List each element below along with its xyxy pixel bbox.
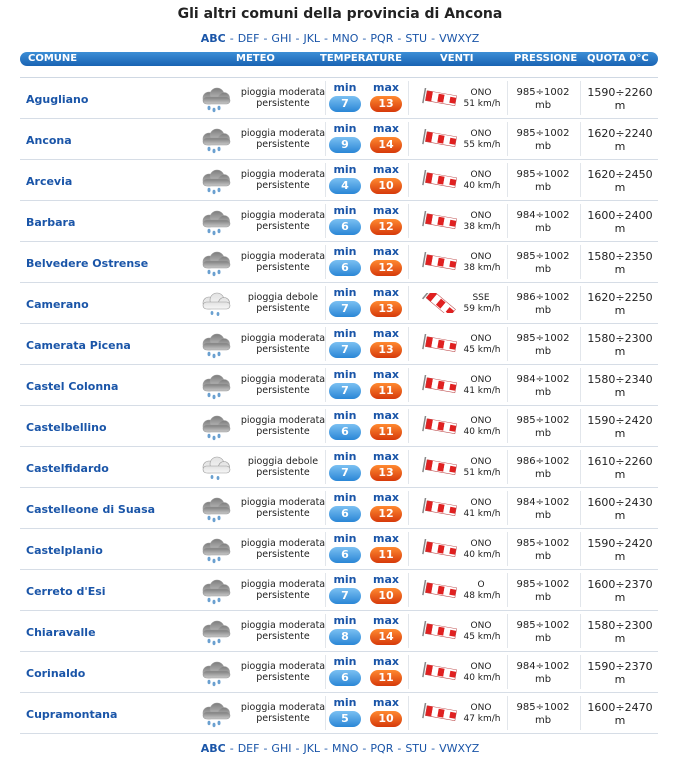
alphabet-link-def-top[interactable]: DEF [237, 32, 260, 45]
header-meteo: METEO [236, 53, 275, 64]
column-divider [580, 81, 581, 115]
min-temperature: 4 [329, 178, 361, 194]
wind-direction: O [477, 580, 485, 590]
alphabet-link-pqr-top[interactable]: PQR [370, 32, 394, 45]
weather-description: pioggia moderata persistente [240, 87, 326, 109]
table-row [20, 406, 658, 447]
alphabet-separator: - [229, 742, 234, 755]
column-divider [408, 327, 409, 361]
alphabet-link-mno-bottom[interactable]: MNO [332, 742, 359, 755]
light-rain-cloud-icon [196, 456, 236, 482]
max-label: max [373, 409, 399, 422]
weather-description: pioggia moderata persistente [240, 251, 326, 273]
pressure: 985÷1002 mb [516, 620, 570, 644]
min-temperature: 9 [329, 137, 361, 153]
min-label: min [333, 614, 357, 627]
column-divider [325, 614, 326, 648]
column-divider [408, 163, 409, 197]
wind-direction: ONO [470, 170, 492, 180]
wind-direction: ONO [470, 252, 492, 262]
weather-description: pioggia moderata persistente [240, 128, 326, 150]
freezing-level: 1600÷2370 m [587, 578, 653, 604]
light-rain-cloud-icon [196, 292, 236, 318]
min-label: min [333, 122, 357, 135]
windsock-icon [420, 88, 458, 108]
freezing-level: 1600÷2430 m [587, 496, 653, 522]
pressure: 985÷1002 mb [516, 702, 570, 726]
weather-description: pioggia moderata persistente [240, 538, 326, 560]
freezing-level: 1600÷2470 m [587, 701, 653, 727]
max-temperature: 13 [370, 96, 402, 112]
alphabet-separator: - [263, 32, 268, 45]
pressure: 985÷1002 mb [516, 538, 570, 562]
weather-description: pioggia moderata persistente [240, 374, 326, 396]
rain-cloud-icon [196, 210, 236, 236]
pressure: 984÷1002 mb [516, 374, 570, 398]
max-label: max [373, 614, 399, 627]
alphabet-link-ghi-top[interactable]: GHI [271, 32, 292, 45]
pressure: 984÷1002 mb [516, 210, 570, 234]
min-label: min [333, 286, 357, 299]
wind-direction: ONO [470, 703, 492, 713]
alphabet-link-def-bottom[interactable]: DEF [237, 742, 260, 755]
min-label: min [333, 245, 357, 258]
column-divider [408, 409, 409, 443]
rain-cloud-icon [196, 620, 236, 646]
table-row [20, 201, 658, 242]
wind-speed: 55 km/h [463, 140, 501, 150]
column-divider [408, 204, 409, 238]
max-temperature: 12 [370, 506, 402, 522]
alphabet-separator: - [295, 32, 300, 45]
table-row [20, 529, 658, 570]
min-temperature: 6 [329, 260, 361, 276]
max-temperature: 12 [370, 260, 402, 276]
city-link[interactable]: Castel Colonna [26, 380, 119, 393]
column-divider [580, 327, 581, 361]
column-divider [325, 532, 326, 566]
column-divider [580, 163, 581, 197]
freezing-level: 1610÷2260 m [587, 455, 653, 481]
min-label: min [333, 532, 357, 545]
pressure: 985÷1002 mb [516, 415, 570, 439]
wind-direction: ONO [470, 129, 492, 139]
wind-direction: ONO [470, 416, 492, 426]
windsock-icon [420, 252, 458, 272]
max-label: max [373, 204, 399, 217]
freezing-level: 1620÷2450 m [587, 168, 653, 194]
rain-cloud-icon [196, 538, 236, 564]
rain-cloud-icon [196, 169, 236, 195]
wind-speed: 45 km/h [463, 345, 501, 355]
windsock-icon [420, 375, 458, 395]
city-link[interactable]: Camerano [26, 298, 89, 311]
column-divider [580, 655, 581, 689]
column-divider [325, 409, 326, 443]
wind-speed: 40 km/h [463, 673, 501, 683]
page-title: Gli altri comuni della provincia di Ancona [177, 6, 503, 22]
city-link[interactable]: Agugliano [26, 93, 89, 106]
pressure: 984÷1002 mb [516, 661, 570, 685]
column-divider [325, 204, 326, 238]
max-temperature: 10 [370, 588, 402, 604]
wind-speed: 40 km/h [463, 181, 501, 191]
min-temperature: 7 [329, 96, 361, 112]
max-label: max [373, 122, 399, 135]
alphabet-separator: - [431, 32, 436, 45]
wind-speed: 38 km/h [463, 222, 501, 232]
city-link[interactable]: Castelplanio [26, 544, 103, 557]
table-row [20, 119, 658, 160]
column-divider [580, 696, 581, 730]
city-link[interactable]: Castelleone di Suasa [26, 503, 156, 516]
max-label: max [373, 573, 399, 586]
windsock-icon [420, 621, 458, 641]
pressure: 986÷1002 mb [516, 456, 570, 480]
max-temperature: 13 [370, 301, 402, 317]
freezing-level: 1620÷2250 m [587, 291, 653, 317]
alphabet-separator: - [431, 742, 436, 755]
rain-cloud-icon [196, 374, 236, 400]
max-label: max [373, 368, 399, 381]
min-temperature: 7 [329, 588, 361, 604]
min-temperature: 5 [329, 711, 361, 727]
alphabet-separator: - [362, 742, 367, 755]
column-divider [325, 655, 326, 689]
windsock-icon [420, 580, 458, 600]
alphabet-nav-bottom [0, 742, 680, 755]
wind-direction: ONO [470, 334, 492, 344]
wind-direction: ONO [470, 88, 492, 98]
max-label: max [373, 491, 399, 504]
column-divider [580, 286, 581, 320]
rain-cloud-icon [196, 333, 236, 359]
column-divider [408, 368, 409, 402]
wind-speed: 51 km/h [463, 99, 501, 109]
max-label: max [373, 286, 399, 299]
freezing-level: 1590÷2370 m [587, 660, 653, 686]
weather-description: pioggia moderata persistente [240, 333, 326, 355]
weather-description: pioggia moderata persistente [240, 415, 326, 437]
column-divider [408, 491, 409, 525]
header-pressione: PRESSIONE [514, 53, 578, 64]
weather-description: pioggia moderata persistente [240, 497, 326, 519]
min-label: min [333, 368, 357, 381]
column-divider [325, 368, 326, 402]
rain-cloud-icon [196, 702, 236, 728]
city-link[interactable]: Castelbellino [26, 421, 107, 434]
weather-description: pioggia moderata persistente [240, 620, 326, 642]
pressure: 985÷1002 mb [516, 333, 570, 357]
alphabet-link-abc-bottom[interactable]: ABC [200, 742, 226, 755]
table-row [20, 283, 658, 324]
windsock-icon [420, 498, 458, 518]
max-temperature: 11 [370, 424, 402, 440]
city-link[interactable]: Arcevia [26, 175, 73, 188]
column-divider [408, 532, 409, 566]
min-label: min [333, 81, 357, 94]
column-divider [408, 81, 409, 115]
freezing-level: 1590÷2420 m [587, 537, 653, 563]
max-temperature: 13 [370, 465, 402, 481]
column-divider [580, 491, 581, 525]
min-label: min [333, 655, 357, 668]
column-divider [325, 245, 326, 279]
max-temperature: 11 [370, 383, 402, 399]
rain-cloud-icon [196, 579, 236, 605]
column-divider [408, 245, 409, 279]
pressure: 984÷1002 mb [516, 497, 570, 521]
table-row [20, 652, 658, 693]
column-divider [580, 368, 581, 402]
alphabet-separator: - [324, 32, 329, 45]
rain-cloud-icon [196, 497, 236, 523]
min-temperature: 7 [329, 383, 361, 399]
max-temperature: 10 [370, 178, 402, 194]
table-row [20, 242, 658, 283]
windsock-icon [420, 293, 458, 313]
freezing-level: 1580÷2340 m [587, 373, 653, 399]
table-row [20, 611, 658, 652]
column-divider [408, 286, 409, 320]
wind-direction: SSE [472, 293, 490, 303]
table-row [20, 570, 658, 611]
alphabet-separator: - [229, 32, 234, 45]
column-divider [580, 532, 581, 566]
min-temperature: 6 [329, 219, 361, 235]
alphabet-link-stu-bottom[interactable]: STU [405, 742, 428, 755]
city-link[interactable]: Cupramontana [26, 708, 118, 721]
city-link[interactable]: Camerata Picena [26, 339, 131, 352]
min-label: min [333, 450, 357, 463]
column-divider [408, 696, 409, 730]
column-divider [325, 286, 326, 320]
windsock-icon [420, 539, 458, 559]
alphabet-separator: - [362, 32, 367, 45]
max-label: max [373, 532, 399, 545]
table-row [20, 365, 658, 406]
weather-description: pioggia debole persistente [247, 292, 319, 314]
column-divider [580, 573, 581, 607]
wind-speed: 47 km/h [463, 714, 501, 724]
column-divider [580, 409, 581, 443]
table-row [20, 78, 658, 119]
max-label: max [373, 450, 399, 463]
alphabet-link-vwxyz-top[interactable]: VWXYZ [439, 32, 480, 45]
city-link[interactable]: Chiaravalle [26, 626, 96, 639]
table-row [20, 693, 658, 734]
min-label: min [333, 204, 357, 217]
alphabet-separator: - [397, 742, 402, 755]
wind-speed: 40 km/h [463, 427, 501, 437]
min-temperature: 7 [329, 342, 361, 358]
header-venti: VENTI [440, 53, 474, 64]
column-divider [325, 327, 326, 361]
alphabet-link-jkl-top[interactable]: JKL [303, 32, 321, 45]
max-temperature: 11 [370, 547, 402, 563]
pressure: 985÷1002 mb [516, 169, 570, 193]
alphabet-separator: - [397, 32, 402, 45]
column-divider [580, 450, 581, 484]
column-divider [408, 614, 409, 648]
min-temperature: 7 [329, 465, 361, 481]
freezing-level: 1590÷2420 m [587, 414, 653, 440]
column-divider [580, 122, 581, 156]
city-link[interactable]: Barbara [26, 216, 76, 229]
min-label: min [333, 573, 357, 586]
min-temperature: 8 [329, 629, 361, 645]
min-temperature: 6 [329, 506, 361, 522]
header-quota: QUOTA 0°C [587, 53, 649, 64]
column-divider [325, 491, 326, 525]
windsock-icon [420, 416, 458, 436]
wind-direction: ONO [470, 621, 492, 631]
forecast-table [20, 77, 658, 734]
freezing-level: 1600÷2400 m [587, 209, 653, 235]
pressure: 986÷1002 mb [516, 292, 570, 316]
wind-direction: ONO [470, 375, 492, 385]
pressure: 985÷1002 mb [516, 87, 570, 111]
alphabet-separator: - [324, 742, 329, 755]
alphabet-separator: - [263, 742, 268, 755]
alphabet-link-stu-top[interactable]: STU [405, 32, 428, 45]
windsock-icon [420, 129, 458, 149]
min-label: min [333, 163, 357, 176]
column-divider [408, 122, 409, 156]
min-label: min [333, 696, 357, 709]
max-temperature: 14 [370, 629, 402, 645]
min-temperature: 6 [329, 547, 361, 563]
min-label: min [333, 409, 357, 422]
alphabet-nav-top [0, 32, 680, 45]
table-row [20, 447, 658, 488]
column-divider [325, 450, 326, 484]
wind-speed: 48 km/h [463, 591, 501, 601]
freezing-level: 1580÷2300 m [587, 332, 653, 358]
city-link[interactable]: Castelfidardo [26, 462, 109, 475]
wind-speed: 59 km/h [463, 304, 501, 314]
pressure: 985÷1002 mb [516, 251, 570, 275]
windsock-icon [420, 457, 458, 477]
column-divider [580, 204, 581, 238]
city-link[interactable]: Corinaldo [26, 667, 86, 680]
wind-direction: ONO [470, 498, 492, 508]
weather-description: pioggia moderata persistente [240, 579, 326, 601]
min-label: min [333, 327, 357, 340]
rain-cloud-icon [196, 251, 236, 277]
rain-cloud-icon [196, 661, 236, 687]
alphabet-link-ghi-bottom[interactable]: GHI [271, 742, 292, 755]
rain-cloud-icon [196, 415, 236, 441]
alphabet-link-vwxyz-bottom[interactable]: VWXYZ [439, 742, 480, 755]
max-temperature: 11 [370, 670, 402, 686]
pressure: 985÷1002 mb [516, 128, 570, 152]
wind-speed: 41 km/h [463, 509, 501, 519]
table-row [20, 324, 658, 365]
table-header [20, 52, 658, 66]
wind-speed: 51 km/h [463, 468, 501, 478]
wind-speed: 41 km/h [463, 386, 501, 396]
column-divider [408, 573, 409, 607]
column-divider [325, 573, 326, 607]
max-temperature: 10 [370, 711, 402, 727]
freezing-level: 1580÷2350 m [587, 250, 653, 276]
freezing-level: 1590÷2260 m [587, 86, 653, 112]
alphabet-separator: - [295, 742, 300, 755]
max-temperature: 14 [370, 137, 402, 153]
weather-description: pioggia moderata persistente [240, 702, 326, 724]
column-divider [580, 245, 581, 279]
column-divider [325, 122, 326, 156]
column-divider [408, 655, 409, 689]
weather-description: pioggia moderata persistente [240, 210, 326, 232]
wind-speed: 45 km/h [463, 632, 501, 642]
alphabet-link-pqr-bottom[interactable]: PQR [370, 742, 394, 755]
wind-direction: ONO [470, 457, 492, 467]
max-label: max [373, 696, 399, 709]
max-label: max [373, 81, 399, 94]
pressure: 985÷1002 mb [516, 579, 570, 603]
max-label: max [373, 245, 399, 258]
wind-direction: ONO [470, 539, 492, 549]
weather-description: pioggia moderata persistente [240, 661, 326, 683]
max-label: max [373, 327, 399, 340]
max-temperature: 12 [370, 219, 402, 235]
max-temperature: 13 [370, 342, 402, 358]
alphabet-link-mno-top[interactable]: MNO [332, 32, 359, 45]
header-temperature: TEMPERATURE [320, 53, 402, 64]
windsock-icon [420, 170, 458, 190]
table-row [20, 160, 658, 201]
windsock-icon [420, 703, 458, 723]
min-temperature: 6 [329, 670, 361, 686]
wind-speed: 38 km/h [463, 263, 501, 273]
windsock-icon [420, 662, 458, 682]
windsock-icon [420, 334, 458, 354]
alphabet-link-jkl-bottom[interactable]: JKL [303, 742, 321, 755]
weather-description: pioggia moderata persistente [240, 169, 326, 191]
column-divider [325, 696, 326, 730]
min-temperature: 7 [329, 301, 361, 317]
min-label: min [333, 491, 357, 504]
header-comune: COMUNE [28, 53, 78, 64]
table-row [20, 488, 658, 529]
min-temperature: 6 [329, 424, 361, 440]
max-label: max [373, 163, 399, 176]
city-link[interactable]: Cerreto d'Esi [26, 585, 106, 598]
freezing-level: 1580÷2300 m [587, 619, 653, 645]
wind-speed: 40 km/h [463, 550, 501, 560]
max-label: max [373, 655, 399, 668]
rain-cloud-icon [196, 128, 236, 154]
wind-direction: ONO [470, 662, 492, 672]
column-divider [325, 81, 326, 115]
weather-description: pioggia debole persistente [247, 456, 319, 478]
city-link[interactable]: Ancona [26, 134, 72, 147]
alphabet-link-abc-top[interactable]: ABC [200, 32, 226, 45]
windsock-icon [420, 211, 458, 231]
freezing-level: 1620÷2240 m [587, 127, 653, 153]
wind-direction: ONO [470, 211, 492, 221]
column-divider [408, 450, 409, 484]
column-divider [325, 163, 326, 197]
city-link[interactable]: Belvedere Ostrense [26, 257, 149, 270]
column-divider [580, 614, 581, 648]
rain-cloud-icon [196, 87, 236, 113]
